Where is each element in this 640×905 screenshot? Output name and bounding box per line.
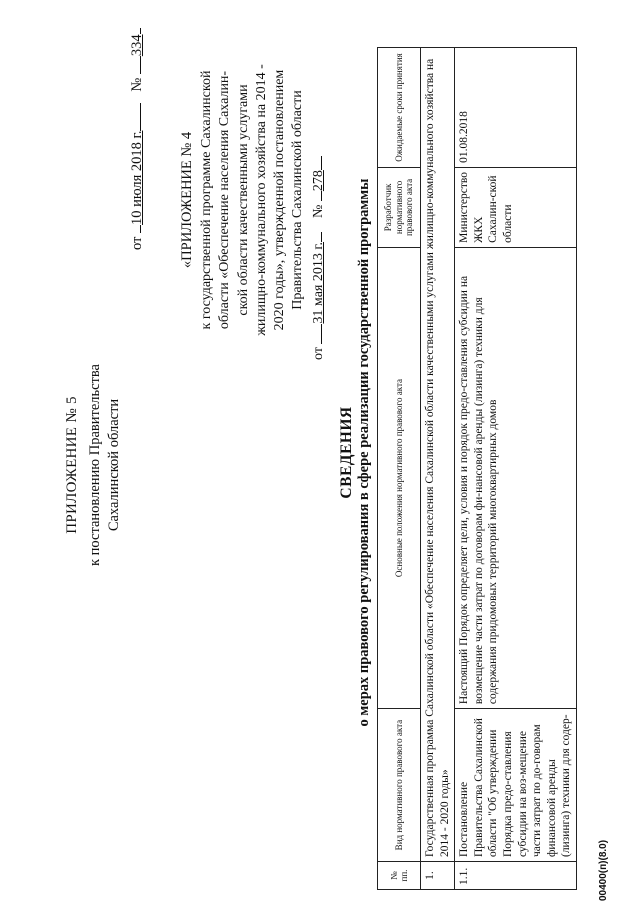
header-provisions: Основные положения нормативного правового акта: [378, 247, 421, 708]
section-num: 1.: [421, 862, 455, 890]
table-section-row: [421, 48, 455, 890]
appendix-4-block: [178, 40, 329, 360]
table-row: [455, 48, 577, 890]
appendix-5-title: ПРИЛОЖЕНИЕ № 5: [64, 396, 80, 534]
appendix-4-line: Правительства Сахалинской области: [290, 90, 306, 310]
underline-spacer: [126, 225, 141, 233]
appendix-4-line: ской области качественными услугами: [235, 84, 251, 316]
appendix-4-line: к государственной программе Сахалинской: [199, 70, 215, 330]
header-deadline: Ожидаемые сроки принятия: [378, 48, 421, 168]
appendix-5-line-1: к постановлению Правительства: [87, 364, 103, 566]
appendix-4-date: 31 мая 2013 г.: [311, 241, 327, 324]
appendix-4-line: жилищно-коммунального хозяйства на 2014 -: [253, 64, 269, 336]
underline-spacer: [307, 156, 322, 170]
underline-spacer: [307, 232, 322, 242]
section-title: Государственная программа Сахалинской области «Обеспечение населения Сахалинской области качественными услугами жилищно-коммунального хозяйства на 2014 - 2020 годы»: [421, 48, 455, 862]
header-developer: Разработчик нормативного правового акта: [378, 167, 421, 247]
row-developer: Министерство ЖКХ Сахалин-ской области: [455, 167, 577, 247]
appendix-4-line: области «Обеспечение населения Сахалин-: [217, 70, 233, 330]
table-header-row: [378, 48, 421, 890]
appendix-5-date: 10 июля 2018 г.: [129, 130, 145, 225]
underline-spacer: [307, 324, 322, 344]
document-subtitle: о мерах правового регулирования в сфере реализации государственной программы: [356, 178, 372, 727]
row-num: 1.1.: [455, 862, 577, 890]
appendix-5-date-prefix: от: [129, 236, 145, 250]
appendix-4-date-line: [307, 40, 328, 360]
appendix-5-number: 334: [129, 34, 145, 57]
underline-spacer: [126, 28, 141, 34]
appendix-4-title: «ПРИЛОЖЕНИЕ № 4: [179, 131, 195, 269]
underline-spacer: [307, 191, 322, 201]
appendix-4-number: 278: [311, 170, 327, 192]
appendix-5-date-line: [126, 28, 146, 250]
measures-table: [377, 47, 577, 890]
underline-spacer: [126, 103, 141, 131]
row-deadline: 01.08.2018: [455, 48, 577, 168]
underline-spacer: [126, 56, 141, 74]
appendix-4-number-prefix: №: [311, 204, 327, 218]
row-provisions: Настоящий Порядок определяет цели, условия и порядок предо-ставления субсидии на возмещение части затрат по договорам фи-нансовой аренды (лизинга) техники для содержания придомовых территорий многоквартирных домов: [455, 247, 577, 708]
appendix-4-date-prefix: от: [311, 347, 327, 360]
appendix-5-line-2: Сахалинской области: [106, 398, 122, 532]
header-num: № пп.: [378, 862, 421, 890]
footer-code: 00400(п)(8.0): [598, 839, 609, 901]
document-title: СВЕДЕНИЯ: [338, 406, 355, 499]
appendix-5-number-prefix: №: [129, 77, 145, 92]
row-act-type: Постановление Правительства Сахалинской области "Об утверждении Порядка предо-ставления субсидии на воз-мещение части затрат по до-говорам финансовой аренды (лизинга) техники для содер-: [455, 709, 577, 862]
header-act-type: Вид нормативного правового акта: [378, 709, 421, 862]
appendix-4-line: 2020 годы», утвержденной постановлением: [272, 69, 288, 331]
